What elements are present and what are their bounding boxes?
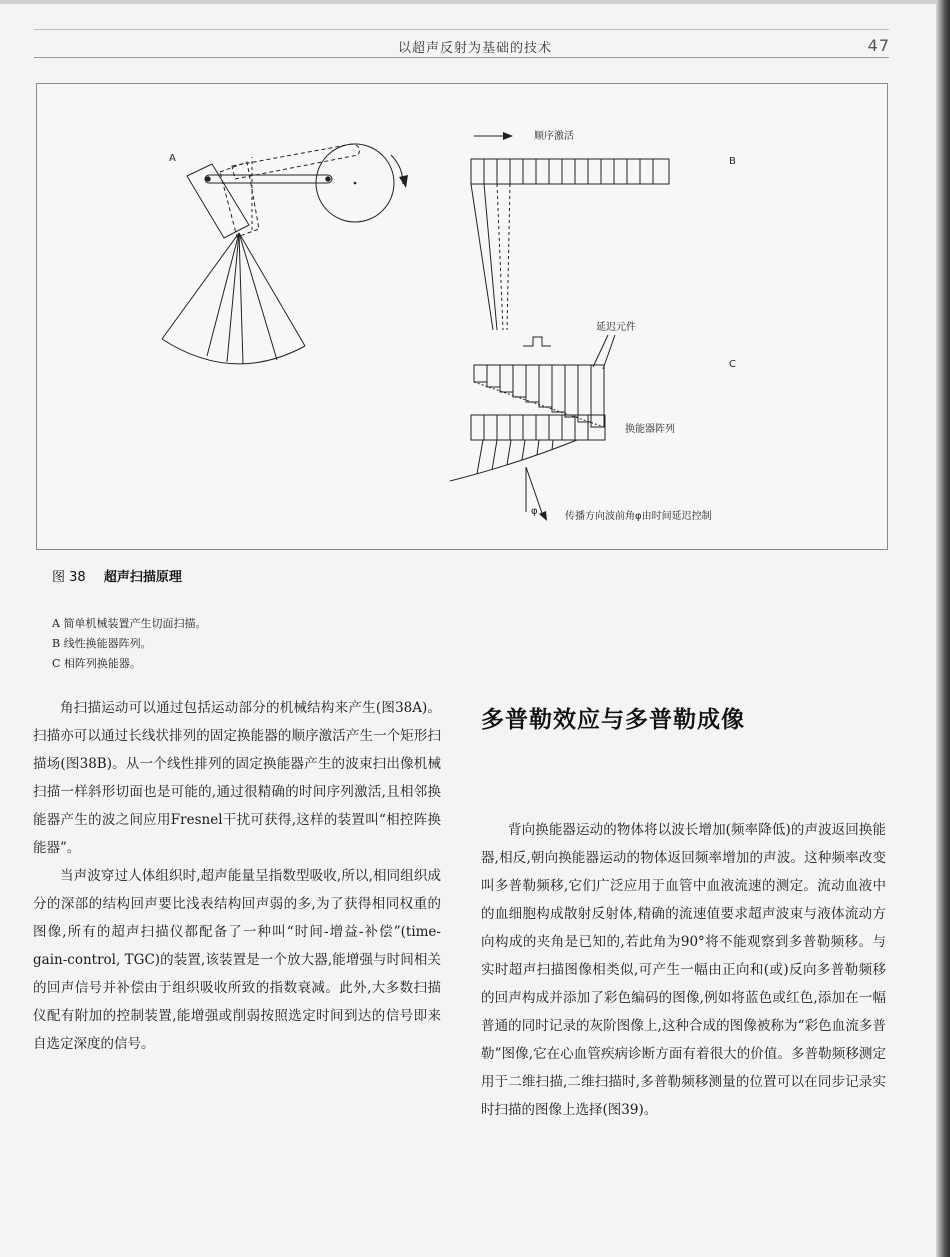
right-column	[481, 816, 886, 1124]
legend-item-a: A 简单机械装置产生切面扫描。	[52, 617, 207, 630]
caption-number: 图 38	[52, 570, 86, 585]
running-title: 以超声反射为基础的技术	[397, 41, 552, 56]
label-c: C	[729, 359, 736, 370]
wavefront-ticks	[477, 440, 553, 474]
header-rule-bottom	[34, 57, 889, 58]
diagram-a-mechanical-scanner	[162, 144, 408, 364]
legend-item-b: B 线性换能器阵列。	[52, 637, 152, 650]
label-sequential-activation: 顺序激活	[534, 131, 574, 142]
paragraph-scanning-methods: 角扫描运动可以通过包括运动部分的机械结构来产生(图38A)。扫描亦可以通过长线状排列的固定换能器的顺序激活产生一个矩形扫描场(图38B)。从一个线性排列的固定换能器产生的波束扫出像机械扫描一样斜形切面也是可能的,通过很精确的时间序列激活,且相邻换能器产生的波之间应用Fresnel干扰可获得,这样的装置叫“相控阵换能器”。	[33, 700, 441, 856]
arm-ghost-position	[232, 144, 360, 179]
diagram-b-linear-array	[471, 129, 736, 330]
page-binding-shadow	[936, 0, 950, 1257]
page-top-edge	[0, 0, 950, 4]
wavefront-curve	[450, 440, 577, 481]
sector-edge-left	[162, 233, 239, 339]
figure-38	[36, 83, 888, 550]
figure-caption	[52, 566, 182, 585]
delay-element-staircase	[474, 365, 604, 427]
phased-transducer-array	[471, 415, 605, 440]
label-phi: φ	[531, 506, 538, 517]
legend-item-c: C 相阵列换能器。	[52, 657, 141, 670]
section-heading: 多普勒效应与多普勒成像	[481, 706, 745, 733]
ultrasound-scanning-diagram	[37, 84, 887, 549]
caption-title: 超声扫描原理	[103, 570, 182, 585]
connecting-rod	[205, 175, 332, 183]
label-transducer-array: 换能器阵列	[625, 424, 675, 435]
paragraph-doppler: 背向换能器运动的物体将以波长增加(频率降低)的声波返回换能器,相反,朝向换能器运动的物体返回频率增加的声波。这种频率改变叫多普勒频移,它们广泛应用于血管中血液流速的测定。流动血液中的血细胞构成散射反射体,精确的流速值要求超声波束与液体流动方向构成的夹角是已知的,若此角为90°将不能观察到多普勒频移。与实时超声扫描图像相类似,可产生一幅由正向和(或)反向多普勒频移的回声构成并添加了彩色编码的图像,例如将蓝色或红色,添加在一幅普通的同时记录的灰阶图像上,这种合成的图像被称为“彩色血流多普勒”图像,它在心血管疾病诊断方面有着很大的价值。多普勒频移测定用于二维扫描,二维扫描时,多普勒频移测量的位置可以在同步记录实时扫描的图像上选择(图39)。	[481, 822, 886, 1118]
sector-edge-right	[239, 233, 305, 346]
label-delay-elements: 延迟元件	[596, 322, 636, 333]
transducer-ghost	[220, 162, 259, 237]
left-column	[33, 694, 441, 1058]
rotation-arrowhead	[399, 175, 408, 188]
sector-arc	[162, 339, 305, 364]
figure-legend	[52, 614, 206, 674]
linear-array-bar	[471, 159, 669, 184]
pulse-symbol	[523, 337, 551, 346]
diagram-c-phased-array	[450, 320, 736, 522]
page-number: 47	[867, 36, 890, 55]
label-b: B	[729, 156, 736, 167]
header-rule	[34, 29, 889, 30]
linear-array-elements	[484, 159, 653, 184]
beam-edge-right	[484, 184, 497, 330]
paragraph-tgc: 当声波穿过人体组织时,超声能量呈指数型吸收,所以,相同组织成分的深部的结构回声要比浅表结构回声弱的多,为了获得相同权重的图像,所有的超声扫描仪都配备了一种叫“时间-增益-补偿”(time-gain-control, TGC)的装置,该装置是一个放大器,能增强与时间相关的回声信号并补偿由于组织吸收所致的指数衰减。此外,大多数扫描仪配有附加的控制装置,能增强或削弱按照选定时间到达的信号即来自选定深度的信号。	[33, 868, 441, 1052]
beam-edge-left	[471, 184, 493, 330]
label-wavefront-note: 传播方向波前角φ由时间延迟控制	[565, 511, 712, 522]
label-a: A	[169, 153, 176, 164]
